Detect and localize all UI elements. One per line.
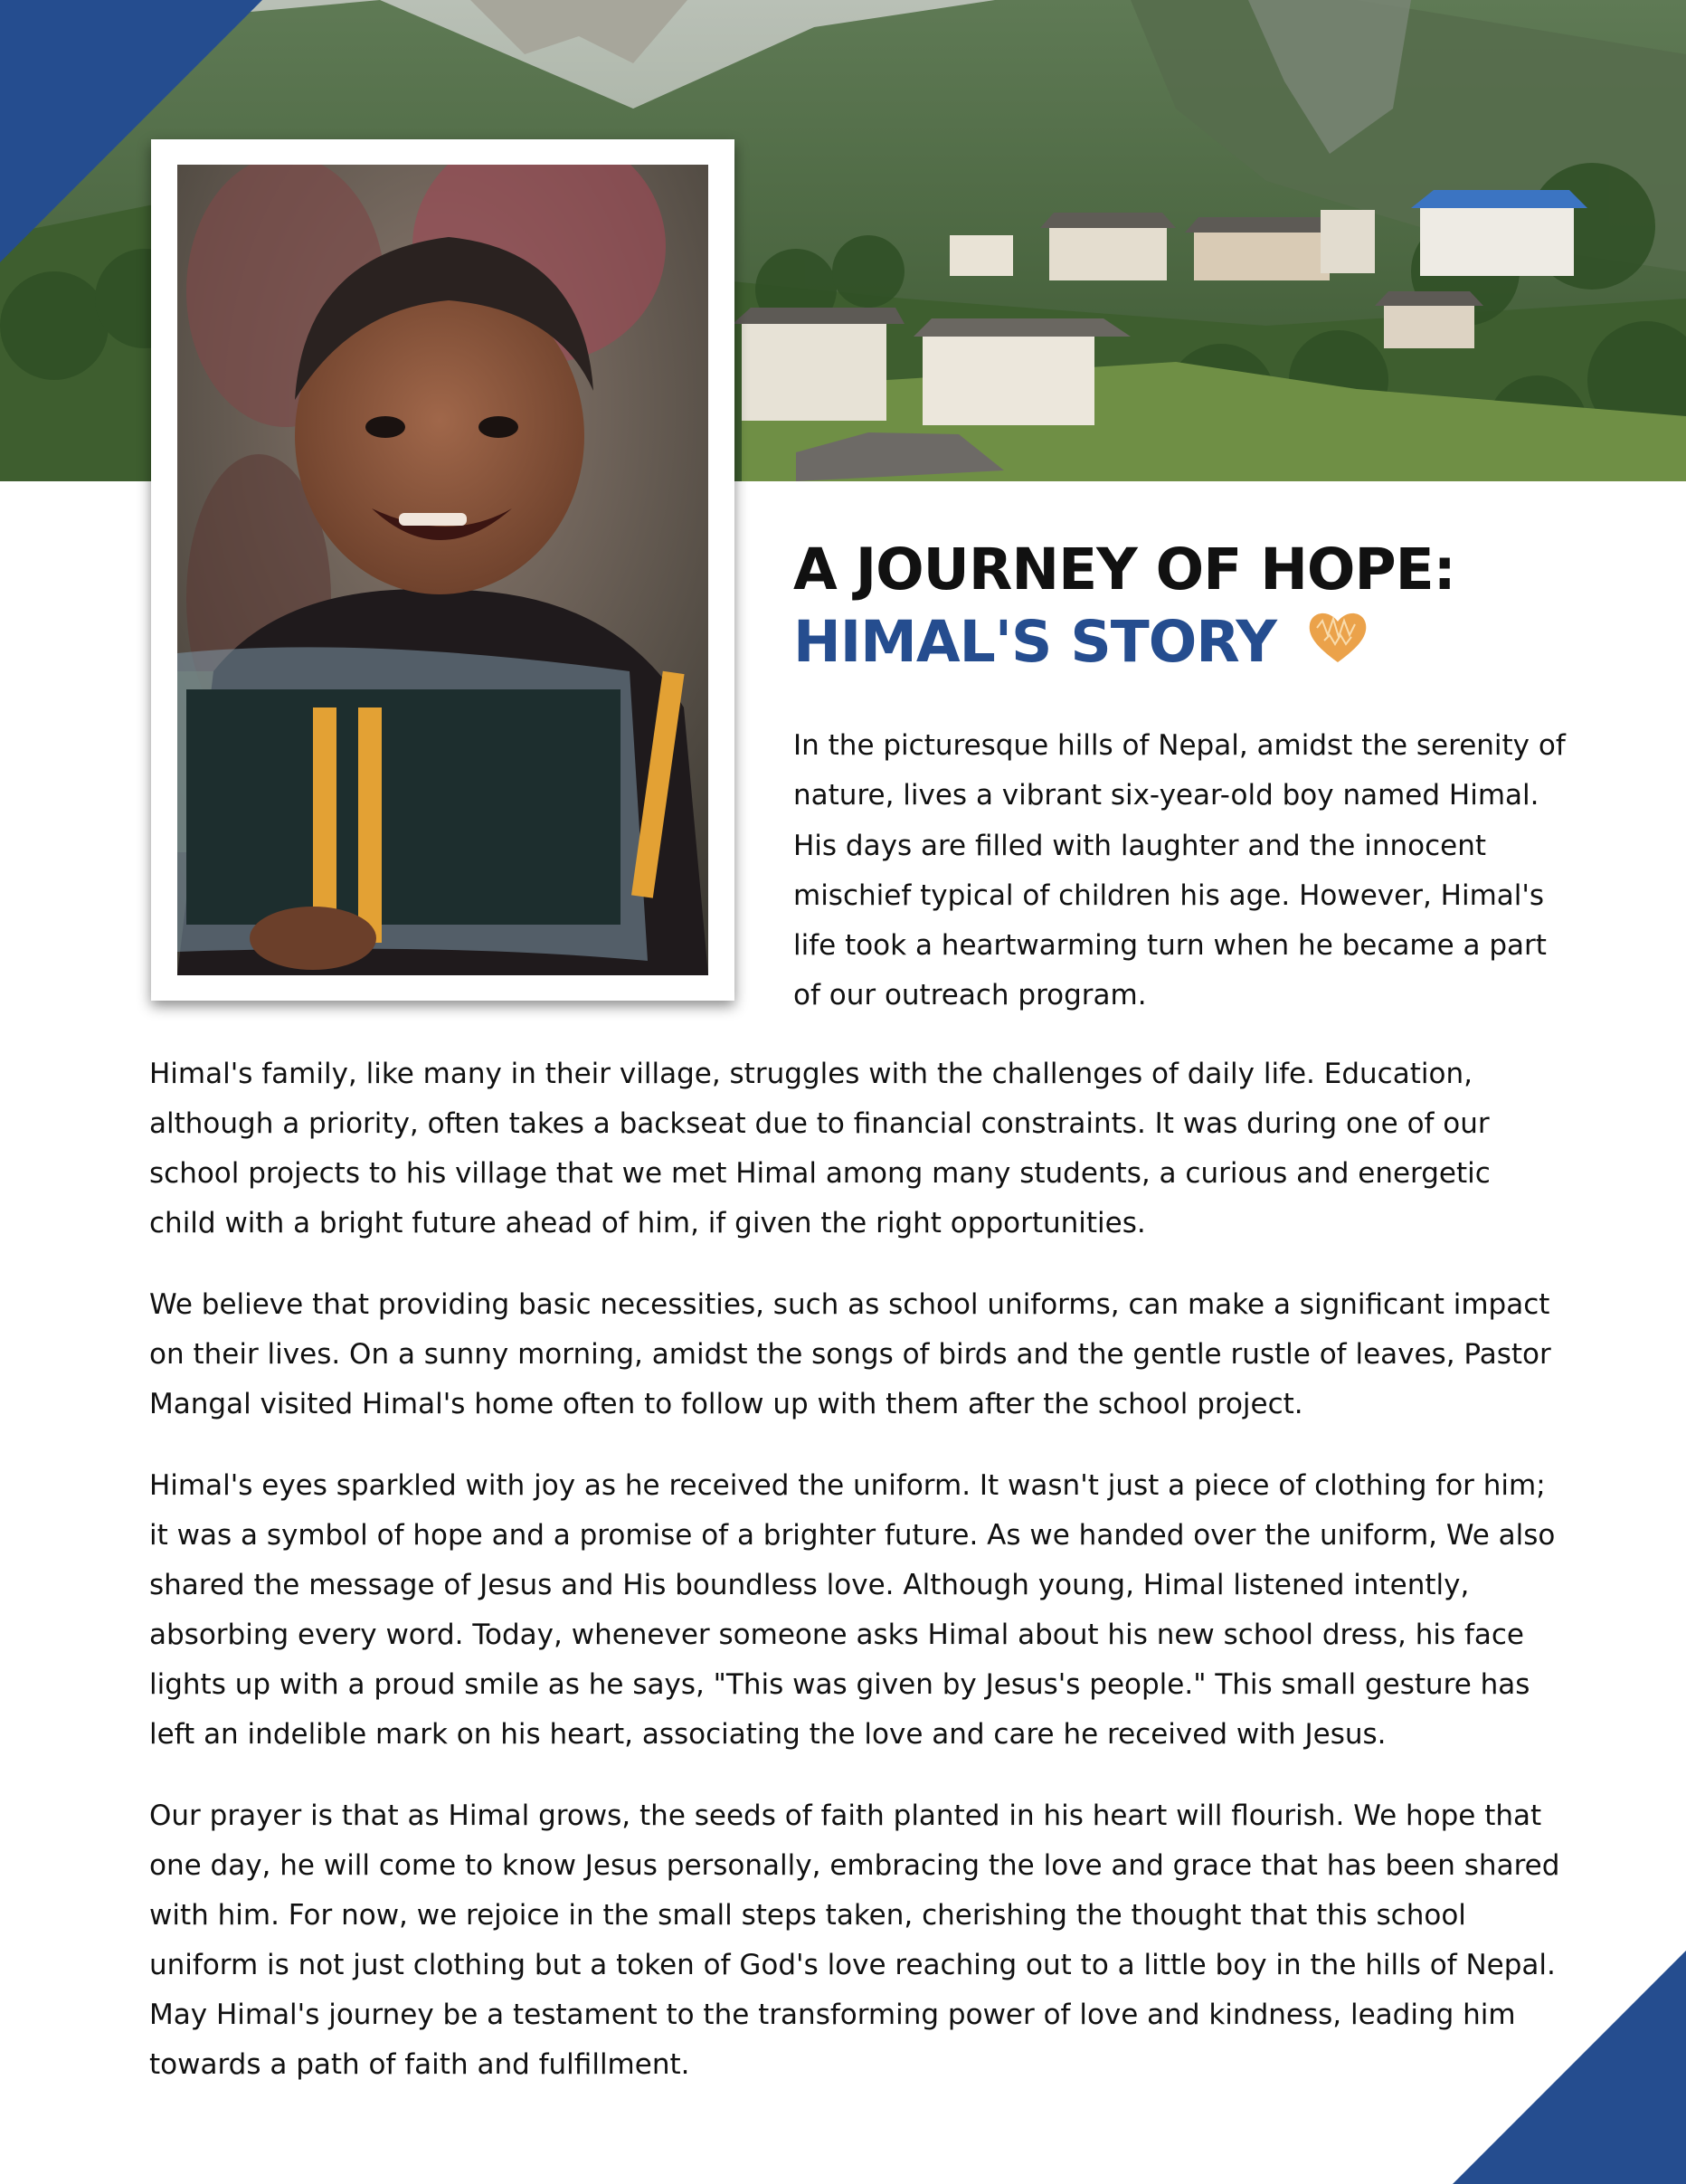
story-paragraph: Our prayer is that as Himal grows, the seeds of faith planted in his heart will flourish. We hope that one day, he will come to know Jesus personally, embracing the love and grace that has been shared with him. For now, we rejoice in the small steps taken, cherishing the thought that this school uniform is not just clothing but a token of God's love reaching out to a little boy in the hills of Nepal. May Himal's journey be a testament to the transforming power of love and kindness, leading him towards a path of faith and fulfillment. xyxy=(149,1799,1560,2081)
page-title xyxy=(793,534,1607,683)
intro-paragraph: In the picturesque hills of Nepal, amidst the serenity of nature, lives a vibrant six-year-old boy named Himal. His days are filled with laughter and the innocent mischief typical of children his age. However, Himal's life took a heartwarming turn when he became a part of our outreach program. xyxy=(793,729,1566,1012)
title-line-1: A JOURNEY OF HOPE: xyxy=(793,537,1455,603)
story-paragraph: We believe that providing basic necessities, such as school uniforms, can make a significant impact on their lives. On a sunny morning, amidst the songs of birds and the gentle rustle of leaves, Pastor Mangal visited Himal's home often to follow up with them after the school project. xyxy=(149,1288,1551,1420)
story-paragraph: Himal's family, like many in their village, struggles with the challenges of daily life. Education, although a priority, often takes a backseat due to financial constraints. It was during one of our school projects to his village that we met Himal among many students, a curious and energetic child with a bright future ahead of him, if given the right opportunities. xyxy=(149,1058,1491,1239)
heart-icon xyxy=(1306,608,1369,683)
story-body xyxy=(149,1049,1560,2122)
himal-photo-frame xyxy=(151,139,734,1001)
title-line-2: HIMAL'S STORY xyxy=(793,609,1276,675)
story-paragraph: Himal's eyes sparkled with joy as he received the uniform. It wasn't just a piece of clothing for him; it was a symbol of hope and a promise of a brighter future. As we handed over the uniform, We also shared the message of Jesus and His boundless love. Although young, Himal listened intently, absorbing every word. Today, whenever someone asks Himal about his new school dress, his face lights up with a proud smile as he says, "This was given by Jesus's people." This small gesture has left an indelible mark on his heart, associating the love and care he received with Jesus. xyxy=(149,1469,1556,1751)
himal-photo xyxy=(177,165,708,975)
